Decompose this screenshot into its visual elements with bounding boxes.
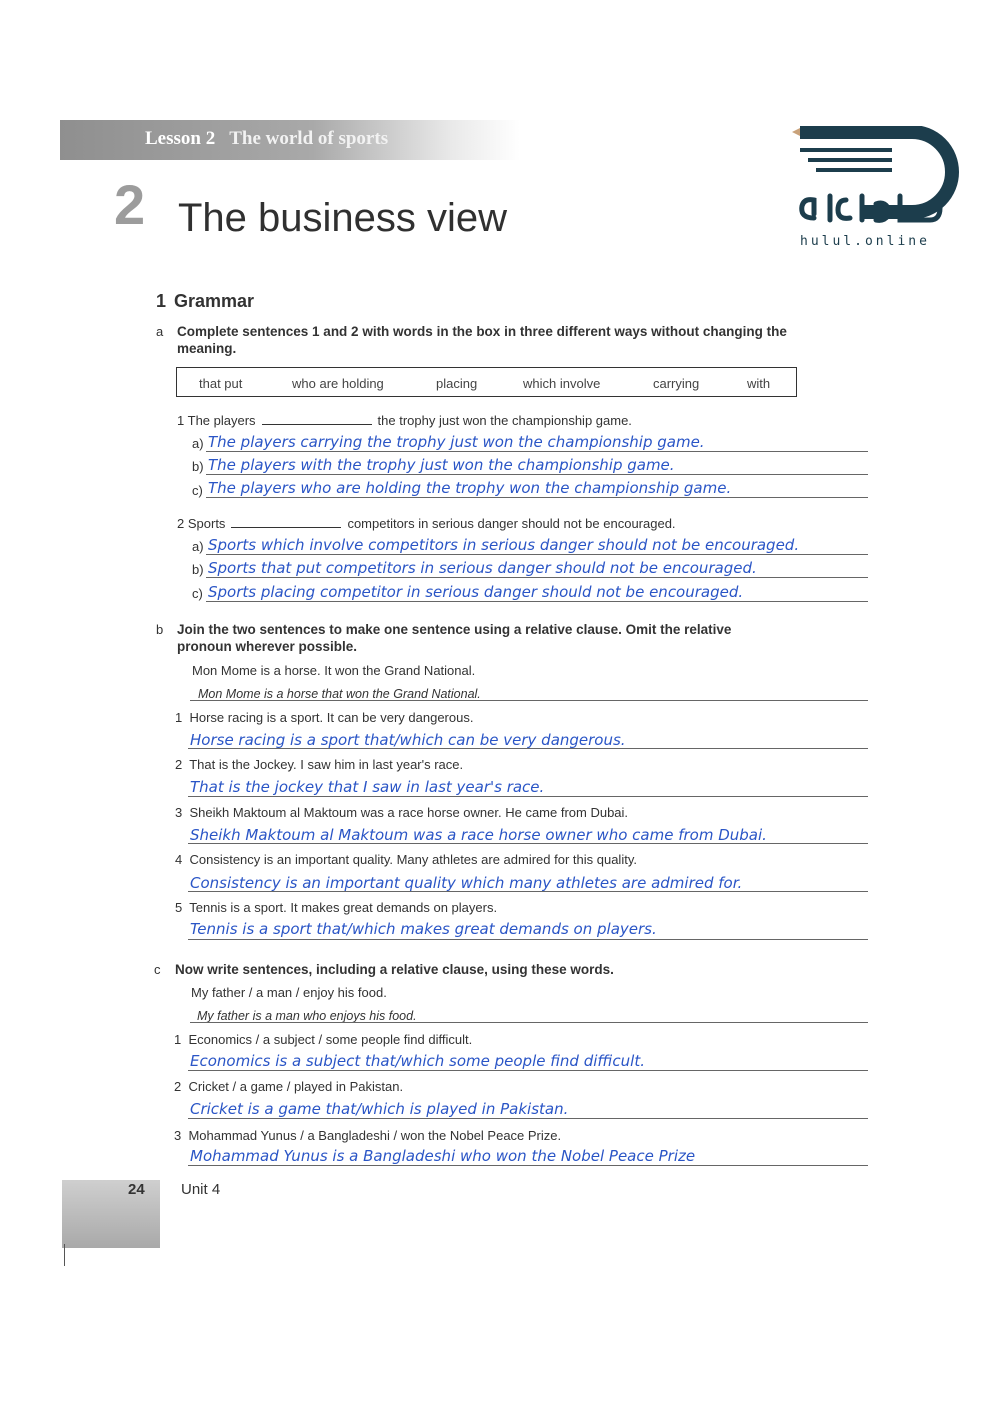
list-item [175, 757, 463, 772]
item-prompt: Mohammad Yunus / a Bangladeshi / won the Nobel Peace Prize. [188, 1128, 562, 1143]
handwritten-answer: Mohammad Yunus is a Bangladeshi who won the Nobel Peace Prize [190, 1147, 696, 1165]
item-prompt: Tennis is a sport. It makes great demands on players. [189, 900, 498, 915]
handwritten-answer: Sheikh Maktoum al Maktoum was a race horse owner who came from Dubai. [190, 826, 767, 844]
item-number: 1 [175, 710, 183, 725]
handwritten-answer: Cricket is a game that/which is played in Pakistan. [190, 1100, 569, 1118]
word-box [176, 367, 797, 397]
answer-line [190, 1022, 868, 1023]
section-heading [156, 291, 254, 312]
part-b-instruction: Join the two sentences to make one sentence using a relative clause. Omit the relative pronoun wherever possible. [177, 622, 732, 654]
footer-tab [62, 1180, 160, 1248]
footer-unit: Unit 4 [181, 1181, 221, 1198]
answer-line [206, 554, 868, 555]
answer-line [188, 1070, 868, 1071]
hulul-logo-icon [790, 126, 960, 250]
lesson-title: The world of sports [229, 128, 389, 149]
answer-line [188, 891, 868, 892]
item-prompt: That is the Jockey. I saw him in last year's race. [189, 757, 464, 772]
handwritten-answer: Consistency is an important quality which many athletes are admired for. [190, 874, 743, 892]
part-a-letter: a [156, 324, 164, 339]
answer-line [188, 1165, 868, 1166]
logo-subtitle: hulul.online [800, 234, 930, 249]
handwritten-answer: Economics is a subject that/which some people find difficult. [190, 1052, 645, 1070]
handwritten-answer: The players carrying the trophy just won the championship game. [208, 433, 705, 451]
item-number: 1 [174, 1032, 182, 1047]
list-item [174, 1079, 403, 1094]
item-number: 2 [175, 757, 183, 772]
page-number: 24 [128, 1181, 145, 1198]
answer-line [188, 796, 868, 797]
section-title: Grammar [174, 291, 255, 311]
prompt-after: competitors in serious danger should not be encouraged. [347, 516, 676, 531]
part-c-letter: c [154, 962, 161, 977]
prompt-after: the trophy just won the championship game. [377, 413, 632, 428]
example-answer: My father is a man who enjoys his food. [197, 1009, 417, 1023]
question-2-prompt [177, 515, 676, 531]
section-number: 1 [156, 291, 167, 311]
item-prompt: Economics / a subject / some people find difficult. [188, 1032, 473, 1047]
answer-label: c) [192, 586, 203, 601]
answer-line [206, 601, 868, 602]
answer-line [190, 700, 868, 701]
box-word: with [747, 376, 771, 391]
item-number: 5 [175, 900, 183, 915]
example-answer: Mon Mome is a horse that won the Grand National. [198, 687, 481, 701]
item-prompt: Cricket / a game / played in Pakistan. [188, 1079, 404, 1094]
answer-label: a) [192, 436, 204, 451]
handwritten-answer: Sports which involve competitors in serious danger should not be encouraged. [208, 536, 800, 554]
question-1-prompt [177, 412, 632, 428]
lesson-header [145, 128, 388, 150]
part-c-instruction: Now write sentences, including a relative clause, using these words. [175, 962, 614, 977]
list-item [175, 900, 497, 915]
item-prompt: Sheikh Maktoum al Maktoum was a race horse owner. He came from Dubai. [189, 805, 629, 820]
handwritten-answer: Horse racing is a sport that/which can be very dangerous. [190, 731, 626, 749]
example-prompt: Mon Mome is a horse. It won the Grand National. [192, 663, 476, 678]
answer-line [188, 748, 868, 749]
box-word: which involve [523, 376, 601, 391]
answer-blank [262, 412, 372, 425]
item-number: 2 [174, 1079, 182, 1094]
item-prompt: Consistency is an important quality. Many athletes are admired for this quality. [189, 852, 637, 867]
answer-line [206, 451, 868, 452]
prompt-before: The players [187, 413, 256, 428]
answer-line [188, 939, 868, 940]
answer-label: a) [192, 539, 204, 554]
item-number: 3 [174, 1128, 182, 1143]
example-prompt: My father / a man / enjoy his food. [191, 985, 387, 1000]
question-number: 1 [177, 413, 185, 428]
list-item [175, 852, 637, 867]
item-number: 3 [175, 805, 183, 820]
handwritten-answer: The players who are holding the trophy won the championship game. [208, 479, 732, 497]
question-number: 2 [177, 516, 185, 531]
unit-number: 2 [114, 173, 146, 236]
answer-label: b) [192, 562, 204, 577]
answer-line [206, 577, 868, 578]
answer-line [206, 474, 868, 475]
box-word: that put [199, 376, 243, 391]
answer-line [188, 843, 868, 844]
divider [64, 1244, 65, 1266]
answer-line [206, 497, 868, 498]
list-item [174, 1032, 472, 1047]
list-item [175, 710, 473, 725]
handwritten-answer: Sports placing competitor in serious danger should not be encouraged. [208, 583, 744, 601]
part-a-instruction: Complete sentences 1 and 2 with words in the box in three different ways without changing the meaning. [177, 324, 787, 356]
answer-line [188, 1118, 868, 1119]
item-number: 4 [175, 852, 183, 867]
handwritten-answer: That is the jockey that I saw in last year's race. [190, 778, 545, 796]
list-item [174, 1128, 561, 1143]
handwritten-answer: Sports that put competitors in serious danger should not be encouraged. [208, 559, 757, 577]
lesson-label: Lesson 2 [145, 128, 216, 149]
box-word: who are holding [292, 376, 384, 391]
box-word: placing [436, 376, 478, 391]
handwritten-answer: Tennis is a sport that/which makes great demands on players. [190, 920, 657, 938]
answer-blank [231, 515, 341, 528]
item-prompt: Horse racing is a sport. It can be very dangerous. [189, 710, 474, 725]
part-b-letter: b [156, 622, 164, 637]
box-word: carrying [653, 376, 700, 391]
answer-label: c) [192, 483, 203, 498]
page-title: The business view [178, 196, 508, 240]
prompt-before: Sports [187, 516, 226, 531]
answer-label: b) [192, 459, 204, 474]
handwritten-answer: The players with the trophy just won the championship game. [208, 456, 675, 474]
list-item [175, 805, 628, 820]
